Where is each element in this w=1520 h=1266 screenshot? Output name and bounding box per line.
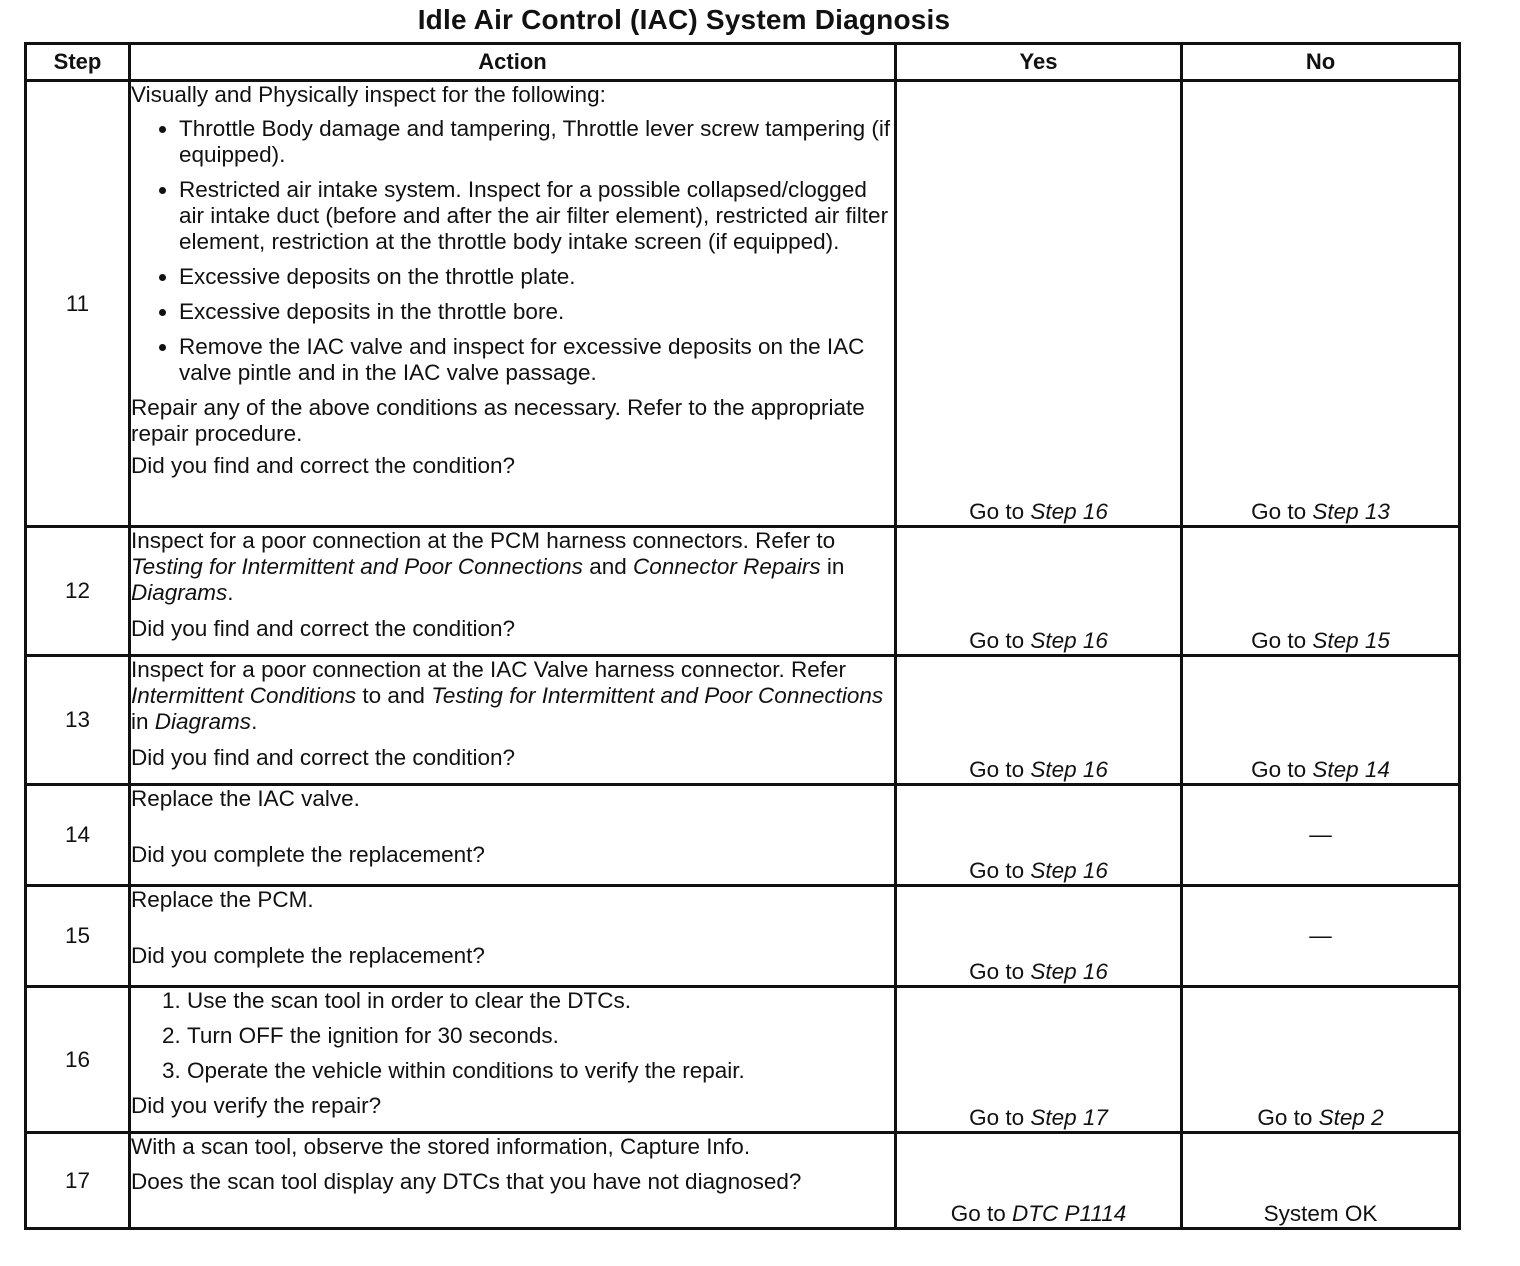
yes-target-link[interactable]: Step 16 (1030, 499, 1108, 524)
action-cell (130, 785, 896, 886)
header-row (26, 44, 1460, 81)
goto-label: Go to (969, 858, 1025, 883)
no-cell (1182, 987, 1460, 1133)
goto-label: Go to (969, 1105, 1025, 1130)
header-action: Action (130, 44, 896, 81)
doc-reference-link[interactable]: Connector Repairs (633, 554, 821, 579)
table-row (26, 656, 1460, 785)
yes-target-link[interactable]: Step 16 (1030, 858, 1108, 883)
page-title: Idle Air Control (IAC) System Diagnosis (417, 4, 951, 35)
diagnosis-table (24, 42, 1461, 1230)
goto-label: Go to (969, 757, 1025, 782)
list-item: • Excessive deposits on the throttle plate. (179, 264, 894, 290)
no-target-link[interactable]: Step 2 (1318, 1105, 1384, 1130)
list-item: 2. Turn OFF the ignition for 30 seconds. (187, 1023, 894, 1049)
action-text: With a scan tool, observe the stored information, Capture Info. (131, 1134, 751, 1159)
step-number: 11 (26, 81, 130, 527)
action-intro: Visually and Physically inspect for the following: (131, 82, 606, 107)
header-step: Step (26, 44, 130, 81)
step-number: 12 (26, 527, 130, 656)
action-text-part: in (826, 554, 845, 579)
yes-cell (896, 785, 1182, 886)
yes-cell (896, 527, 1182, 656)
goto-label: Go to (1251, 628, 1307, 653)
doc-reference-link[interactable]: Intermittent Conditions (131, 683, 357, 708)
step-number: 13 (26, 656, 130, 785)
action-text-part: Inspect for a poor connection at the PCM harness connectors. Refer to (131, 528, 836, 553)
goto-label: Go to (1251, 757, 1307, 782)
action-text-part: to and (362, 683, 425, 708)
action-question: Did you find and correct the condition? (131, 453, 515, 478)
no-cell (1182, 656, 1460, 785)
action-question: Did you verify the repair? (131, 1093, 382, 1118)
yes-target-link[interactable]: Step 16 (1030, 628, 1108, 653)
step-number: 15 (26, 886, 130, 987)
yes-cell (896, 1133, 1182, 1229)
goto-label: Go to (1251, 499, 1307, 524)
no-target-link[interactable]: Step 15 (1312, 628, 1390, 653)
no-cell: — (1182, 785, 1460, 886)
action-text-part: Inspect for a poor connection at the IAC Valve harness connector. Refer (131, 657, 846, 682)
no-cell: — (1182, 886, 1460, 987)
inspection-list (131, 116, 894, 386)
doc-reference-link[interactable]: Testing for Intermittent and Poor Connections (431, 683, 884, 708)
action-text (131, 657, 894, 735)
action-text-part: and (589, 554, 627, 579)
step-number: 16 (26, 987, 130, 1133)
no-target-link[interactable]: Step 14 (1312, 757, 1390, 782)
list-item: 1. Use the scan tool in order to clear the DTCs. (187, 988, 894, 1014)
doc-reference-link[interactable]: Diagrams (154, 709, 252, 734)
action-question: Did you complete the replacement? (131, 943, 485, 968)
procedure-list (131, 988, 894, 1084)
goto-label: Go to (950, 1201, 1006, 1226)
action-cell (130, 656, 896, 785)
action-repair-note: Repair any of the above conditions as necessary. Refer to the appropriate repair procedure. (131, 395, 865, 446)
action-question: Did you find and correct the condition? (131, 616, 515, 641)
list-item: • Throttle Body damage and tampering, Throttle lever screw tampering (if equipped). (179, 116, 894, 168)
step-number: 14 (26, 785, 130, 886)
list-item: 3. Operate the vehicle within conditions to verify the repair. (187, 1058, 894, 1084)
action-question: Did you find and correct the condition? (131, 745, 515, 770)
doc-reference-link[interactable]: Testing for Intermittent and Poor Connections (131, 554, 583, 579)
action-question: Does the scan tool display any DTCs that you have not diagnosed? (131, 1169, 802, 1194)
yes-cell (896, 987, 1182, 1133)
table-row (26, 1133, 1460, 1229)
action-cell (130, 527, 896, 656)
no-cell (1182, 81, 1460, 527)
action-text-part: . (227, 580, 234, 605)
action-text (131, 528, 894, 606)
yes-target-link[interactable]: Step 16 (1030, 757, 1108, 782)
action-cell (130, 81, 896, 527)
goto-label: Go to (1257, 1105, 1313, 1130)
goto-label: Go to (969, 628, 1025, 653)
action-text-part: . (251, 709, 258, 734)
yes-target-link[interactable]: DTC P1114 (1012, 1201, 1127, 1226)
action-cell (130, 1133, 896, 1229)
header-yes: Yes (896, 44, 1182, 81)
table-row (26, 987, 1460, 1133)
yes-target-link[interactable]: Step 16 (1030, 959, 1108, 984)
yes-target-link[interactable]: Step 17 (1030, 1105, 1108, 1130)
action-text: Replace the PCM. (131, 887, 314, 912)
table-row (26, 527, 1460, 656)
yes-cell (896, 81, 1182, 527)
header-no: No (1182, 44, 1460, 81)
no-target-link[interactable]: Step 13 (1312, 499, 1390, 524)
table-row (26, 785, 1460, 886)
action-text: Replace the IAC valve. (131, 786, 360, 811)
list-item: • Excessive deposits in the throttle bore. (179, 299, 894, 325)
goto-label: Go to (969, 959, 1025, 984)
no-cell: System OK (1182, 1133, 1460, 1229)
yes-cell (896, 886, 1182, 987)
list-item: • Remove the IAC valve and inspect for excessive deposits on the IAC valve pintle and in the IAC valve passage. (179, 334, 894, 386)
action-text-part: in (131, 709, 149, 734)
no-cell (1182, 527, 1460, 656)
list-item: • Restricted air intake system. Inspect for a possible collapsed/clogged air intake duct (before and after the air filter element), restricted air filter element, restriction at the throttle body intake screen (if equipped). (179, 177, 894, 255)
action-cell (130, 886, 896, 987)
action-question: Did you complete the replacement? (131, 842, 485, 867)
goto-label: Go to (969, 499, 1025, 524)
table-row (26, 81, 1460, 527)
doc-reference-link[interactable]: Diagrams (131, 580, 228, 605)
action-cell (130, 987, 896, 1133)
table-row (26, 886, 1460, 987)
yes-cell (896, 656, 1182, 785)
step-number: 17 (26, 1133, 130, 1229)
